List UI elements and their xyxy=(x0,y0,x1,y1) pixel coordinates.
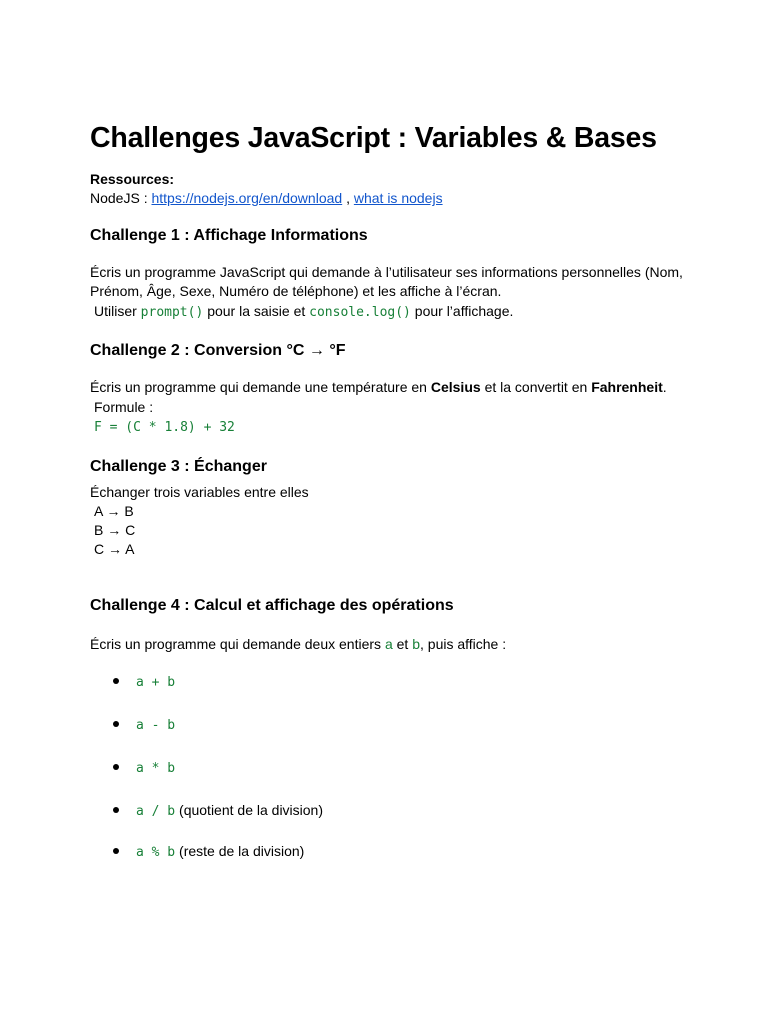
challenge3-heading: Challenge 3 : Échanger xyxy=(90,458,267,475)
resources-line xyxy=(90,189,443,208)
challenge4-mid: et xyxy=(396,636,409,652)
challenge4-suffix: , puis affiche : xyxy=(420,636,507,652)
variable-b: b xyxy=(412,636,420,652)
challenge2-line xyxy=(90,378,667,397)
challenge2-prefix: Écris un programme qui demande une température en xyxy=(90,379,427,395)
link-separator: , xyxy=(346,190,350,206)
what-is-nodejs-link[interactable]: what is nodejs xyxy=(353,190,443,206)
swap-line: B → C xyxy=(94,522,136,538)
challenge4-intro xyxy=(90,635,506,654)
operation-line xyxy=(136,716,175,733)
operation-line xyxy=(136,673,175,690)
challenge2-end: . xyxy=(662,379,667,395)
nodejs-label: NodeJS : xyxy=(90,190,152,206)
operation-line xyxy=(136,843,304,860)
bullet-icon xyxy=(113,721,119,727)
operation-note: (reste de la division) xyxy=(179,843,305,859)
operation-code: a + b xyxy=(136,675,176,690)
challenge4-prefix: Écris un programme qui demande deux entiers xyxy=(90,636,382,652)
resources-heading: Ressources: xyxy=(90,171,175,187)
page-title: Challenges JavaScript : Variables & Bases xyxy=(90,122,657,154)
operation-line xyxy=(136,802,323,819)
code-console-log: console.log() xyxy=(309,305,411,320)
operation-note: (quotient de la division) xyxy=(179,802,324,818)
variable-a: a xyxy=(384,636,393,652)
operation-code: a - b xyxy=(136,718,176,733)
celsius-term: Celsius xyxy=(430,379,481,395)
challenge2-mid: et la convertit en xyxy=(484,379,588,395)
bullet-icon xyxy=(113,807,119,813)
usage-mid: pour la saisie et xyxy=(207,303,306,319)
challenge1-line2: Prénom, Âge, Sexe, Numéro de téléphone) et les affiche à l’écran. xyxy=(90,283,502,299)
code-prompt: prompt() xyxy=(140,305,204,320)
bullet-icon xyxy=(113,764,119,770)
bullet-icon xyxy=(113,678,119,684)
challenge3-intro: Échanger trois variables entre elles xyxy=(90,484,309,500)
usage-prefix: Utiliser xyxy=(94,303,137,319)
challenge4-heading: Challenge 4 : Calcul et affichage des opérations xyxy=(90,597,454,614)
operation-code: a * b xyxy=(136,761,176,776)
swap-line: C → A xyxy=(94,541,135,557)
operation-code: a / b xyxy=(136,804,176,819)
formula-code: F = (C * 1.8) + 32 xyxy=(94,420,235,435)
swap-line: A → B xyxy=(94,503,134,519)
bullet-icon xyxy=(113,848,119,854)
challenge1-usage-line xyxy=(94,302,513,322)
operation-code: a % b xyxy=(136,845,176,860)
nodejs-download-link[interactable]: https://nodejs.org/en/download xyxy=(151,190,343,206)
challenge2-heading: Challenge 2 : Conversion °C → °F xyxy=(90,342,346,359)
operation-line xyxy=(136,759,175,776)
challenge1-line1: Écris un programme JavaScript qui demande à l’utilisateur ses informations personnelles (Nom, xyxy=(90,264,683,280)
usage-suffix: pour l’affichage. xyxy=(414,303,514,319)
challenge1-heading: Challenge 1 : Affichage Informations xyxy=(90,227,368,244)
formula-label: Formule : xyxy=(94,399,154,415)
fahrenheit-term: Fahrenheit xyxy=(591,379,663,395)
